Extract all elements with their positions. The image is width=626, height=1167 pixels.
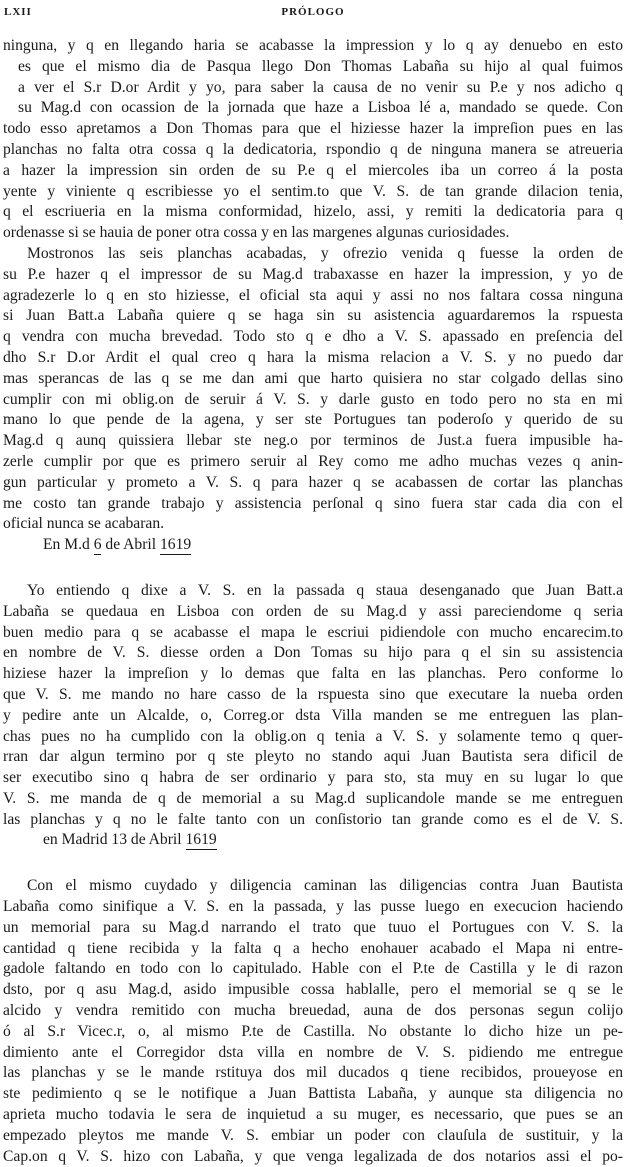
paragraph-3	[3, 581, 623, 851]
text-line: empezado pleytos me mande V. S. embiar un poder con clauſula de sustituir, y la	[3, 1126, 623, 1144]
text-line: me costo tan grande trabajo y assistencia perſonal q sino fuera star cada dia con el	[3, 494, 623, 512]
text-line: las planchas y q no le falte tanto con un conſistorio tan grande como es el de V. S.	[3, 810, 623, 828]
dateline-2	[3, 830, 623, 851]
text-line: es que el mismo dia de Pasqua llego Don Thomas Labaña su hijo al qual fuimos	[18, 57, 623, 75]
text-line: mano lo que pende de la agena, y ser ste Portugues tan poderoſo y querido de su	[3, 411, 623, 429]
dateline-year: 1619	[159, 536, 192, 554]
letter-body	[3, 36, 623, 1167]
text-line: Yo entiendo q dixe a V. S. en la passada q staua desenganado que Juan Batt.a	[27, 581, 623, 599]
paragraph-4	[3, 876, 623, 1167]
text-line: buen medio para q se acabasse el mapa le escriui pidiendole con mucho encarecim.to	[3, 623, 623, 641]
text-line: hiziese hazer la impreſion y lo demas que falta en las planchas. Pero conforme lo	[3, 665, 623, 683]
section-gap	[3, 851, 623, 876]
dateline-month: de Abril	[105, 536, 157, 554]
dateline-day: 6	[93, 536, 102, 554]
text-line: q vendra con mucha brevedad. Todo sto q e dho a V. S. apassado en preſencia del	[3, 328, 623, 346]
text-line: su Mag.d con ocassion de la jornada que haze a Lisboa lé a, mandado se quede. Con	[18, 99, 623, 117]
text-line: ste pedimiento q se le notifique a Juan Battista Labaña, y aunque sta diligencia no	[3, 1085, 623, 1103]
text-line: zerle cumplir por que es primero seruir al Rey como me adho muchas vezes q anin-	[3, 452, 623, 470]
text-line: cantidad q tiene recibida y la falta q a hecho enohauer acabado el Mapa ni entre-	[3, 939, 623, 957]
text-line: en nombre de V. S. diesse orden a Don Tomas su hijo para q el sin su assistencia	[3, 644, 623, 662]
text-line: Mostronos las seis planchas acabadas, y ofrezio venida q fuesse la orden de	[27, 244, 623, 262]
text-line: ó al S.r Vicec.r, o, al mismo P.te de Castilla. No obstante lo dicho hize un pe-	[3, 1022, 623, 1040]
text-line: ninguna, y q en llegando haria se acabasse la impression y lo q ay denuebo en esto	[3, 37, 623, 54]
text-line: Con el mismo cuydado y diligencia caminan las diligencias contra Juan Bautista	[27, 877, 623, 895]
page-folio: LXII	[4, 6, 32, 18]
text-line: Cap.on q V. S. hizo con Labaña, y que venga legalizada de dos notarios assi el po-	[3, 1147, 623, 1165]
paragraph-1	[3, 36, 623, 244]
text-line: las planchas y se le mande rstituya dos mil ducados q tiene recibidos, proueyose en	[3, 1064, 623, 1082]
running-title: PRÓLOGO	[281, 6, 345, 18]
dateline-1	[3, 535, 623, 556]
text-line: y pedire ante un Alcalde, o, Correg.or dsta Villa manden se me entreguen las plan-	[3, 706, 623, 724]
dateline-prefix: En M.d	[43, 536, 90, 554]
text-line: q el escriueria en la misma conformidad, hizelo, assi, y remiti la dedicatoria para q	[3, 203, 623, 221]
text-line: V. S. me manda de q de memorial a su Mag.d suplicandole mande se me entreguen	[3, 789, 623, 807]
text-line: si Juan Batt.a Labaña quiere q se haga sin su asistencia aguardaremos la rspuesta	[3, 307, 623, 325]
text-line: ser executibo sino q habra de ser ordinario y para sto, sta muy en su lugar lo que	[3, 769, 623, 787]
text-line: un memorial para su Mag.d narrando el trato que tuuo el Portugues con V. S. la	[3, 918, 623, 936]
dateline-prefix: en Madrid 13 de Abril	[43, 831, 182, 849]
text-line: planchas no falta otra cossa q la dedicatoria, rspondio q de ninguna manera se atreueria	[3, 140, 623, 158]
page-header	[0, 6, 626, 24]
text-line: a ver el S.r D.or Ardit y yo, para saber la causa de no venir su P.e y nos adicho q	[18, 78, 623, 96]
paragraph-2	[3, 244, 623, 556]
text-line: dsto, por q asu Mag.d, asido impusible cossa hablalle, pero el memorial se q se le	[3, 981, 623, 999]
text-line: rran dar algun termino por q ste pleyto no stando aqui Juan Bautista sera dificil de	[3, 748, 623, 766]
text-line: agradezerle lo q en sto hiziesse, el oficial sta aqui y assi no nos faltara cossa ninguna	[3, 286, 623, 304]
text-line: Labaña como sinifique a V. S. en la passada, y las pusse luego en execucion haciendo	[3, 898, 623, 916]
text-line: chas pues no ha cumplido con la oblig.on q tenia a V. S. y solamente temo q quer-	[3, 727, 623, 745]
text-line: cumplir con mi oblig.on de seruir á V. S. y darle gusto en todo pero no sta en mi	[3, 390, 623, 408]
text-line: yente y viniente q escribiesse yo el sentim.to que V. S. de tan grande dilacion tenia,	[3, 182, 623, 200]
text-line: su P.e hazer q el impressor de su Mag.d trabaxasse en hazer la impression, y yo de	[3, 265, 623, 283]
text-line: que V. S. me mando no hare casso de la rspuesta sino que executare la nueba orden	[3, 685, 623, 703]
text-line: todo esso apretamos a Don Thomas para que el hiziesse hazer la impreſion pues en las	[3, 120, 623, 138]
text-line: dimiento ante el Corregidor dsta villa en nombre de V. S. pidiendo me entregue	[3, 1043, 623, 1061]
dateline-year: 1619	[185, 831, 217, 849]
text-line: oficial nunca se acabaran.	[3, 515, 165, 533]
text-line: ordenasse si se hauia de poner otra cossa y en las margenes algunas curiosidades.	[3, 224, 510, 242]
text-line: Labaña se quedaua en Lisboa con orden de su Mag.d y assi pareciendome q seria	[3, 602, 623, 620]
text-line: dho S.r D.or Ardit el qual creo q hara la misma relacion a V. S. y no puedo dar	[3, 348, 623, 366]
text-line: mas sperancas de las q se me dan ami que harto quisiera no star colgado dellas sino	[3, 369, 623, 387]
text-line: a hazer la impression sin orden de su P.e q el miercoles iba un correo á la posta	[3, 161, 623, 179]
text-line: gun particular y prometo a V. S. q para hazer q se acabassen de cortar las planchas	[3, 473, 623, 491]
text-line: Mag.d q aunq quissiera llebar ste neg.o por terminos de Just.a fuera impusible ha-	[3, 432, 623, 450]
text-line: aprieta mucho todavia le sera de inquietud a su muger, es necessario, que pues se an	[3, 1106, 623, 1124]
text-line: alcido y vendra remitido con mucha breuedad, auna de dos personas segun colijo	[3, 1002, 623, 1020]
text-line: gadole faltando en todo con lo capitulado. Hable con el P.te de Castilla y le di razon	[3, 960, 623, 978]
section-gap	[3, 556, 623, 581]
